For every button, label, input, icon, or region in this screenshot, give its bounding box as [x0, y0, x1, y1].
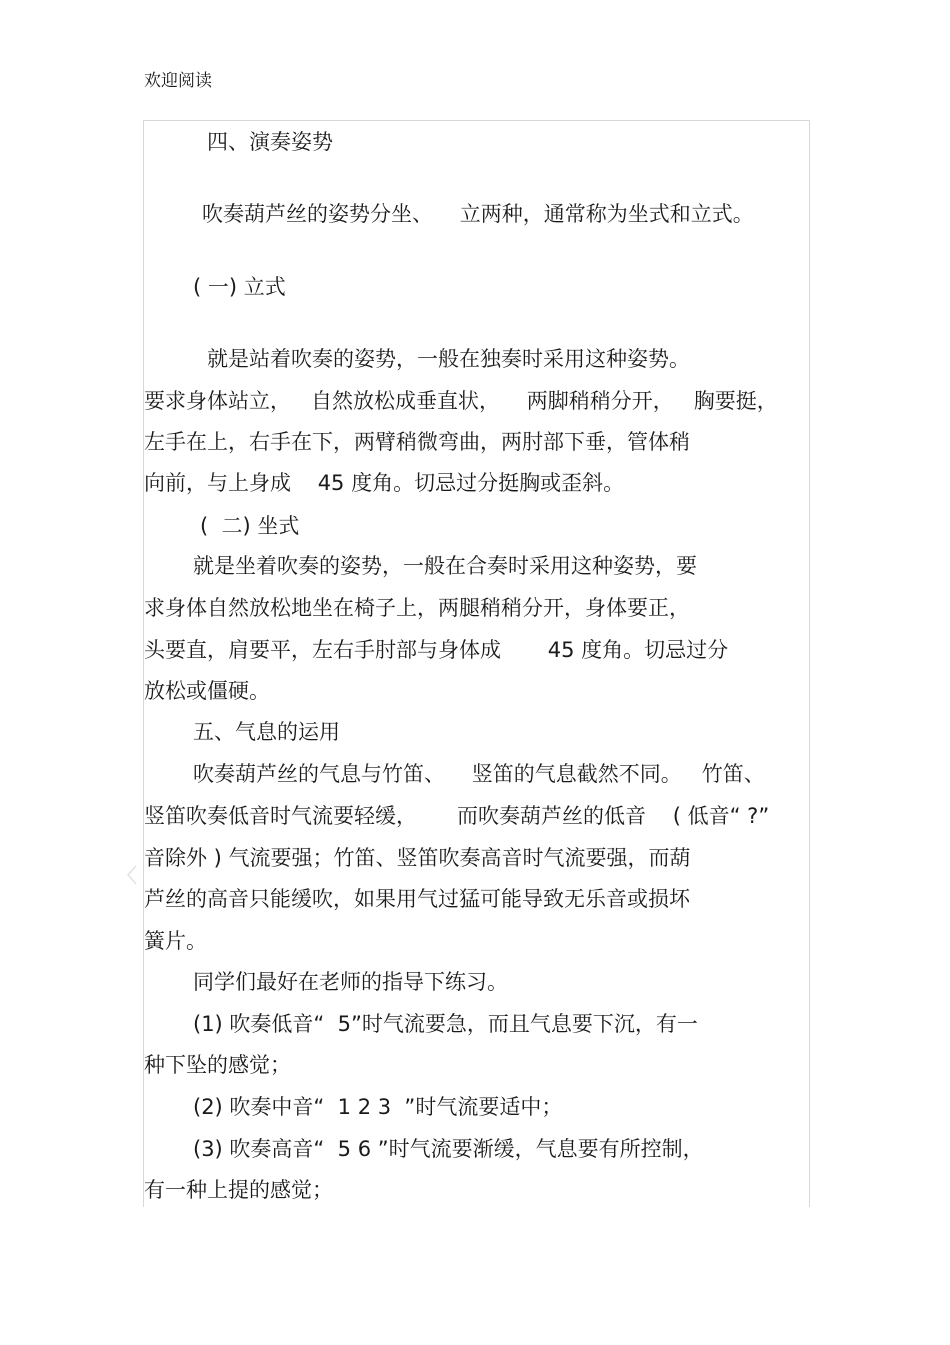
- chevron-left-icon[interactable]: [126, 864, 138, 886]
- paragraph-line: 吹奏葫芦丝的气息与竹笛、 竖笛的气息截然不同。 竹笛、: [193, 762, 765, 786]
- paragraph-line: 音除外 ) 气流要强；竹笛、竖笛吹奏高音时气流要强，而葫: [144, 846, 691, 870]
- paragraph-line: 簧片。: [144, 929, 207, 953]
- list-item: (1) 吹奏低音“ 5”时气流要急，而且气息要下沉，有一: [193, 1012, 698, 1036]
- list-item: (3) 吹奏高音“ 5 6 ”时气流要渐缓，气息要有所控制，: [193, 1137, 704, 1161]
- section-heading: 四、演奏姿势: [207, 130, 333, 154]
- subsection-heading: ( 一) 立式: [193, 275, 286, 299]
- paragraph-line: 要求身体站立， 自然放松成垂直状， 两脚稍稍分开， 胸要挺，: [144, 389, 778, 413]
- list-item-continuation: 有一种上提的感觉；: [144, 1178, 333, 1202]
- paragraph-line: 就是坐着吹奏的姿势，一般在合奏时采用这种姿势，要: [193, 554, 697, 578]
- paragraph-line: 就是站着吹奏的姿势，一般在独奏时采用这种姿势。: [207, 347, 690, 371]
- subsection-heading: ( 二) 坐式: [200, 514, 300, 538]
- list-item-continuation: 种下坠的感觉；: [144, 1053, 291, 1077]
- list-item: (2) 吹奏中音“ 1 2 3 ”时气流要适中；: [193, 1095, 563, 1119]
- paragraph-line: 向前，与上身成 45 度角。切忌过分挺胸或歪斜。: [144, 471, 625, 495]
- paragraph-line: 左手在上，右手在下，两臂稍微弯曲，两肘部下垂，管体稍: [144, 430, 690, 454]
- paragraph-line: 头要直，肩要平，左右手肘部与身体成 45 度角。切忌过分: [144, 638, 729, 662]
- page-header-title: 欢迎阅读: [144, 71, 212, 91]
- paragraph-line: 放松或僵硬。: [144, 679, 270, 703]
- paragraph-line: 求身体自然放松地坐在椅子上，两腿稍稍分开，身体要正，: [144, 596, 690, 620]
- section-heading: 五、气息的运用: [193, 720, 340, 744]
- paragraph-line: 同学们最好在老师的指导下练习。: [193, 970, 508, 994]
- paragraph-line: 竖笛吹奏低音时气流要轻缓， 而吹奏葫芦丝的低音 ( 低音“ ?”: [144, 804, 770, 828]
- paragraph-line: 芦丝的高音只能缓吹，如果用气过猛可能导致无乐音或损坏: [144, 887, 690, 911]
- paragraph-line: 吹奏葫芦丝的姿势分坐、 立两种，通常称为坐式和立式。: [202, 202, 754, 226]
